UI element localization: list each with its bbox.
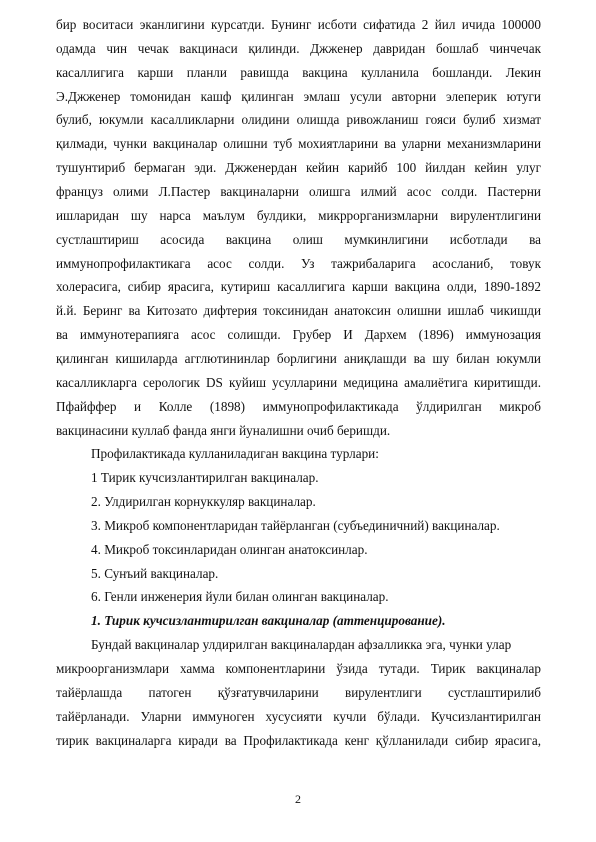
- text-line: 5. Сунъий вакциналар.: [91, 565, 219, 581]
- section-heading: 1. Тирик кучсизлантирилган вакциналар (аттенцирование).: [91, 613, 446, 629]
- text-line: тайёрланади. Уларни иммуноген хусусияти кучли бўлади. Кучсизлантирилган: [56, 708, 541, 724]
- text-line: 4. Микроб токсинларидан олинган анатоксинлар.: [91, 541, 368, 557]
- text-line: француз олими Л.Пастер вакциналарни олишга илмий асос солди. Пастерни: [56, 184, 541, 199]
- text-line: 6. Генли инженерия йули билан олинган вакциналар.: [91, 589, 389, 605]
- text-line: тайёрлашда патоген қўзғатувчиларини вирулентлиги сустлаштирилиб: [56, 684, 541, 700]
- text-line: касаллигига карши планли равишда вакцина кулланила бошланди. Лекин: [56, 64, 541, 80]
- text-line: тирик вакциналарга киради ва Профилактикада кенг қўлланилади сибир ярасига,: [56, 732, 541, 748]
- text-line: ва иммунотерапияга асос солишди. Грубер И Дархем (1896) иммунозация: [56, 327, 541, 343]
- text-line: холерасига, сибир ярасига, кутириш касаллигига карши вакцина олди, 1890-1892: [56, 279, 541, 295]
- text-line: бир воситаси эканлигини курсатди. Бунинг исботи сифатида 2 йил ичида 100000: [56, 17, 541, 32]
- text-line: 1 Тирик кучсизлантирилган вакциналар.: [91, 470, 319, 486]
- text-line: касалликларга серологик DS куйиш усулларини медицина амалиётига киритишди.: [56, 374, 541, 390]
- text-line: Э.Джженер томонидан кашф қилинган эмлаш усули авторни элеперик ютуги: [56, 88, 541, 104]
- text-line: қилинган кишиларда агглютининлар борлигини аниқлашди ва шу билан юкумли: [56, 350, 541, 366]
- text-line: й.й. Беринг ва Китозато дифтерия токсинидан анатоксин олишни ишлаб чикишди: [56, 303, 541, 319]
- text-line: булиб, юкумли касалликларни олидини олишда ривожланиш гояси булиб хизмат: [56, 112, 541, 128]
- text-line: 3. Микроб компонентларидан тайёрланган (субъединичний) вакциналар.: [91, 517, 500, 533]
- text-line: ишларидан шу нарса маълум булдики, микррорганизмларни вирулентлигини: [56, 207, 541, 223]
- text-line: одамда чин чечак вакцинаси қилинди. Джженер давридан бошлаб чинчечак: [56, 40, 541, 56]
- text-line: вакцинасини куллаб фанда янги йуналишни очиб беришди.: [56, 422, 391, 438]
- text-line: 2. Улдирилган корнуккуляр вакциналар.: [91, 494, 316, 509]
- text-line: Профилактикада кулланиладиган вакцина турлари:: [91, 446, 379, 462]
- text-line: микроорганизмлари хамма компонентларини ўзида тутади. Тирик вакциналар: [56, 661, 541, 676]
- text-line: иммунопрофилактикага асос солди. Уз тажрибаларига асосланиб, товук: [56, 255, 541, 271]
- text-line: сустлаштириш асосида вакцина олиш мумкинлигини исботлади ва: [56, 231, 541, 247]
- text-line: Пфайффер и Колле (1898) иммунопрофилактикада ўлдирилган микроб: [56, 398, 541, 414]
- text-line: Бундай вакциналар улдирилган вакциналардан афзалликка эга, чунки улар: [91, 637, 512, 653]
- page-number: 2: [295, 792, 301, 806]
- text-line: тушунтириб бермаган эди. Джженердан кейин карийб 100 йилдан кейин улуг: [56, 160, 541, 176]
- text-line: қилмади, чунки вакциналар олишни туб мохиятларини ва уларни механизмларини: [56, 136, 541, 152]
